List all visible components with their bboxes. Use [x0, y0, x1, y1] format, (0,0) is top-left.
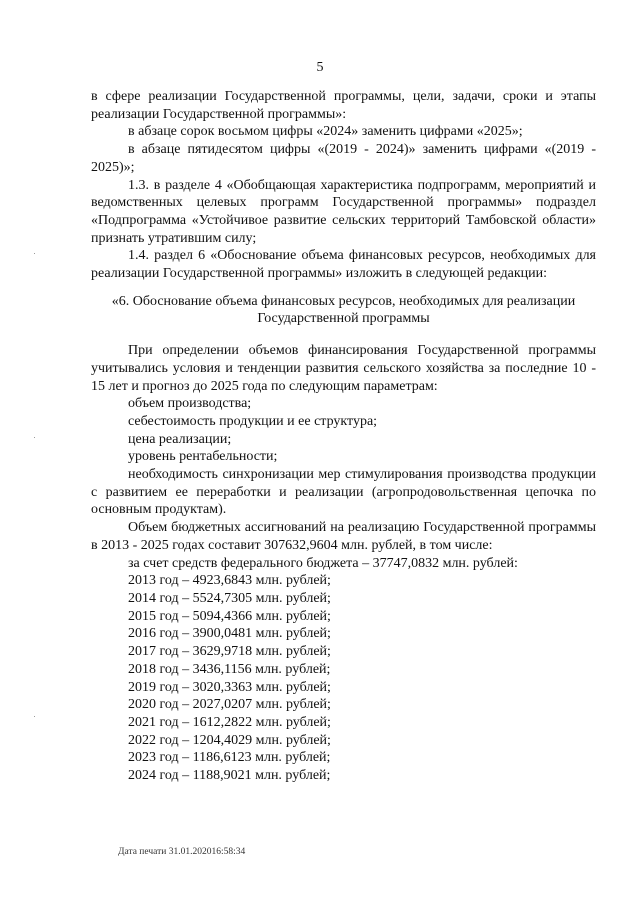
paragraph-amend-50: в абзаце пятидесятом цифры «(2019 - 2024)» заменить цифрами «(2019 - 2025)»; [91, 142, 596, 175]
year-line: 2013 год – 4923,6843 млн. рублей; [128, 573, 331, 589]
federal-year-list [91, 572, 596, 784]
year-line: 2023 год – 1186,6123 млн. рублей; [128, 750, 331, 766]
paragraph-item-1-3: 1.3. в разделе 4 «Обобщающая характеристика подпрограмм, мероприятий и ведомственных целевых программ Государственной программы» подраздел «Подпрограмма «Устойчивое развитие сельских территорий Тамбовской области» признать утратившим силу; [91, 177, 596, 246]
year-line: 2015 год – 5094,4366 млн. рублей; [128, 608, 331, 624]
scan-speck [34, 437, 35, 438]
paragraph-intro: При определении объемов финансирования Государственной программы учитывались условия и тенденции развития сельского хозяйства за последние 10 - 15 лет и прогноз до 2025 года по следующим параметрам: [91, 343, 596, 394]
print-date-footer: Дата печати 31.01.202016:58:34 [118, 847, 246, 857]
year-line: 2016 год – 3900,0481 млн. рублей; [128, 626, 331, 642]
scan-speck [34, 716, 35, 717]
page-number: 5 [316, 60, 324, 75]
scan-speck [34, 253, 35, 254]
parameter-item: цена реализации; [128, 431, 232, 447]
paragraph-continuation: в сфере реализации Государственной программы, цели, задачи, сроки и этапы реализации Государственной программы»: [91, 89, 596, 122]
year-line: 2017 год – 3629,9718 млн. рублей; [128, 644, 331, 660]
paragraph-item-1-4: 1.4. раздел 6 «Обоснование объема финансовых ресурсов, необходимых для реализации Государственной программы» изложить в следующей редакции: [91, 248, 596, 282]
document-body [91, 88, 596, 785]
paragraph-budget-total: Объем бюджетных ассигнований на реализацию Государственной программы в 2013 - 2025 годах составит 307632,9604 млн. рублей, в том числе: [91, 520, 596, 553]
year-line: 2024 год – 1188,9021 млн. рублей; [128, 768, 331, 784]
parameter-item: объем производства; [128, 396, 252, 412]
year-line: 2014 год – 5524,7305 млн. рублей; [128, 590, 331, 606]
year-line: 2020 год – 2027,0207 млн. рублей; [128, 697, 331, 713]
year-line: 2018 год – 3436,1156 млн. рублей; [128, 661, 331, 677]
year-line: 2019 год – 3020,3363 млн. рублей; [128, 679, 331, 695]
year-line: 2022 год – 1204,4029 млн. рублей; [128, 732, 331, 748]
paragraph-amend-48: в абзаце сорок восьмом цифры «2024» заменить цифрами «2025»; [128, 124, 523, 140]
parameter-item: необходимость синхронизации мер стимулирования производства продукции с развитием ее переработки и реализации (агропродовольственная цепочка по основным продуктам). [91, 467, 596, 518]
parameter-item: себестоимость продукции и ее структура; [128, 413, 378, 429]
year-line: 2021 год – 1612,2822 млн. рублей; [128, 714, 331, 730]
section-heading: «6. Обоснование объема финансовых ресурсов, необходимых для реализации Государственной программы [111, 293, 576, 327]
federal-budget-label: за счет средств федерального бюджета – 37747,0832 млн. рублей: [128, 555, 518, 571]
parameter-item: уровень рентабельности; [128, 449, 278, 465]
